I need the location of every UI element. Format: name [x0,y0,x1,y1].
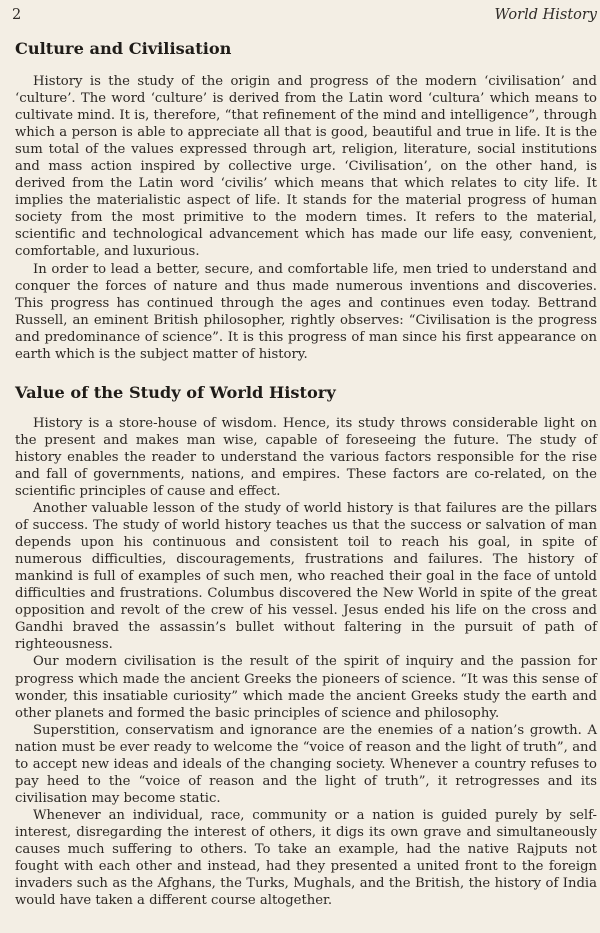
culture-civilisation-section [15,39,597,363]
section-heading: Value of the Study of World History [15,382,336,402]
paragraph: Superstition, conservatism and ignorance are the enemies of a nation’s growth. A nation must be ever ready to welcome the “voice of reason and the light of truth”, and to accept new ideas and ideals of the changing society. Whenever a country refuses to pay heed to the “voice of reason and the light of truth”, it retrogresses and its civilisation may become static. [15,722,597,806]
world-history-value-section [15,383,597,909]
paragraph: History is the study of the origin and progress of the modern ‘civilisation’ and ‘culture’. The word ‘culture’ is derived from the Latin word ‘cultura’ which means to cultivate mind. It is, therefore, “that refinement of the mind and intelligence”, through which a person is able to appreciate all that is good, beautiful and true in life. It is the sum total of the values expressed through art, religion, literature, social institutions and mass action inspired by collective urge. ‘Civilisation’, on the other hand, is derived from the Latin word ‘civilis’ which means that which relates to city life. It implies the materialistic aspect of life. It stands for the material progress of human society from the most primitive to the modern times. It refers to the material, scientific and technological advancement which has made our life easy, convenient, comfortable, and luxurious. [15,74,597,260]
paragraph: Another valuable lesson of the study of world history is that failures are the pillars of success. The study of world history teaches us that the success or salvation of man depends upon his continuous and consistent toil to reach his goal, in spite of numerous difficulties, discouragements, frustrations and failures. The history of mankind is full of examples of such men, who reached their goal in the face of untold difficulties and frustrations. Columbus discovered the New World in spite of the great opposition and revolt of the crew of his vessel. Jesus ended his life on the cross and Gandhi braved the assassin’s bullet without faltering in the pursuit of path of righteousness. [15,501,597,653]
page-number: 2 [12,7,22,23]
book-page [12,0,597,909]
paragraph: In order to lead a better, secure, and comfortable life, men tried to understand and conquer the forces of nature and thus made numerous inventions and discoveries. This progress has continued through the ages and continues even today. Bettrand Russell, an eminent British philosopher, rightly observes: “Civilisation is the progress and predominance of science”. It is this progress of man since his first appearance on earth which is the subject matter of history. [15,261,597,362]
paragraph: Our modern civilisation is the result of the spirit of inquiry and the passion for progress which made the ancient Greeks the pioneers of science. “It was this sense of wonder, this insatiable curiosity” which made the ancient Greeks study the earth and other planets and formed the basic principles of science and philosophy. [15,654,597,721]
section-heading: Culture and Civilisation [15,39,232,58]
paragraph: History is a store-house of wisdom. Hence, its study throws considerable light on the present and makes man wise, capable of foreseeing the future. The study of history enables the reader to understand the various factors responsible for the rise and fall of governments, nations, and empires. These factors are co-related, on the scientific principles of cause and effect. [15,415,597,499]
paragraph: Whenever an individual, race, community or a nation is guided purely by self-interest, disregarding the interest of others, it digs its own grave and simultaneously causes much suffering to others. To take an example, had the native Rajputs not fought with each other and instead, had they presented a united front to the foreign invaders such as the Afghans, the Turks, Mughals, and the British, the history of India would have taken a different course altogether. [15,807,597,909]
page-header [12,0,597,26]
running-title: World History [494,7,597,23]
